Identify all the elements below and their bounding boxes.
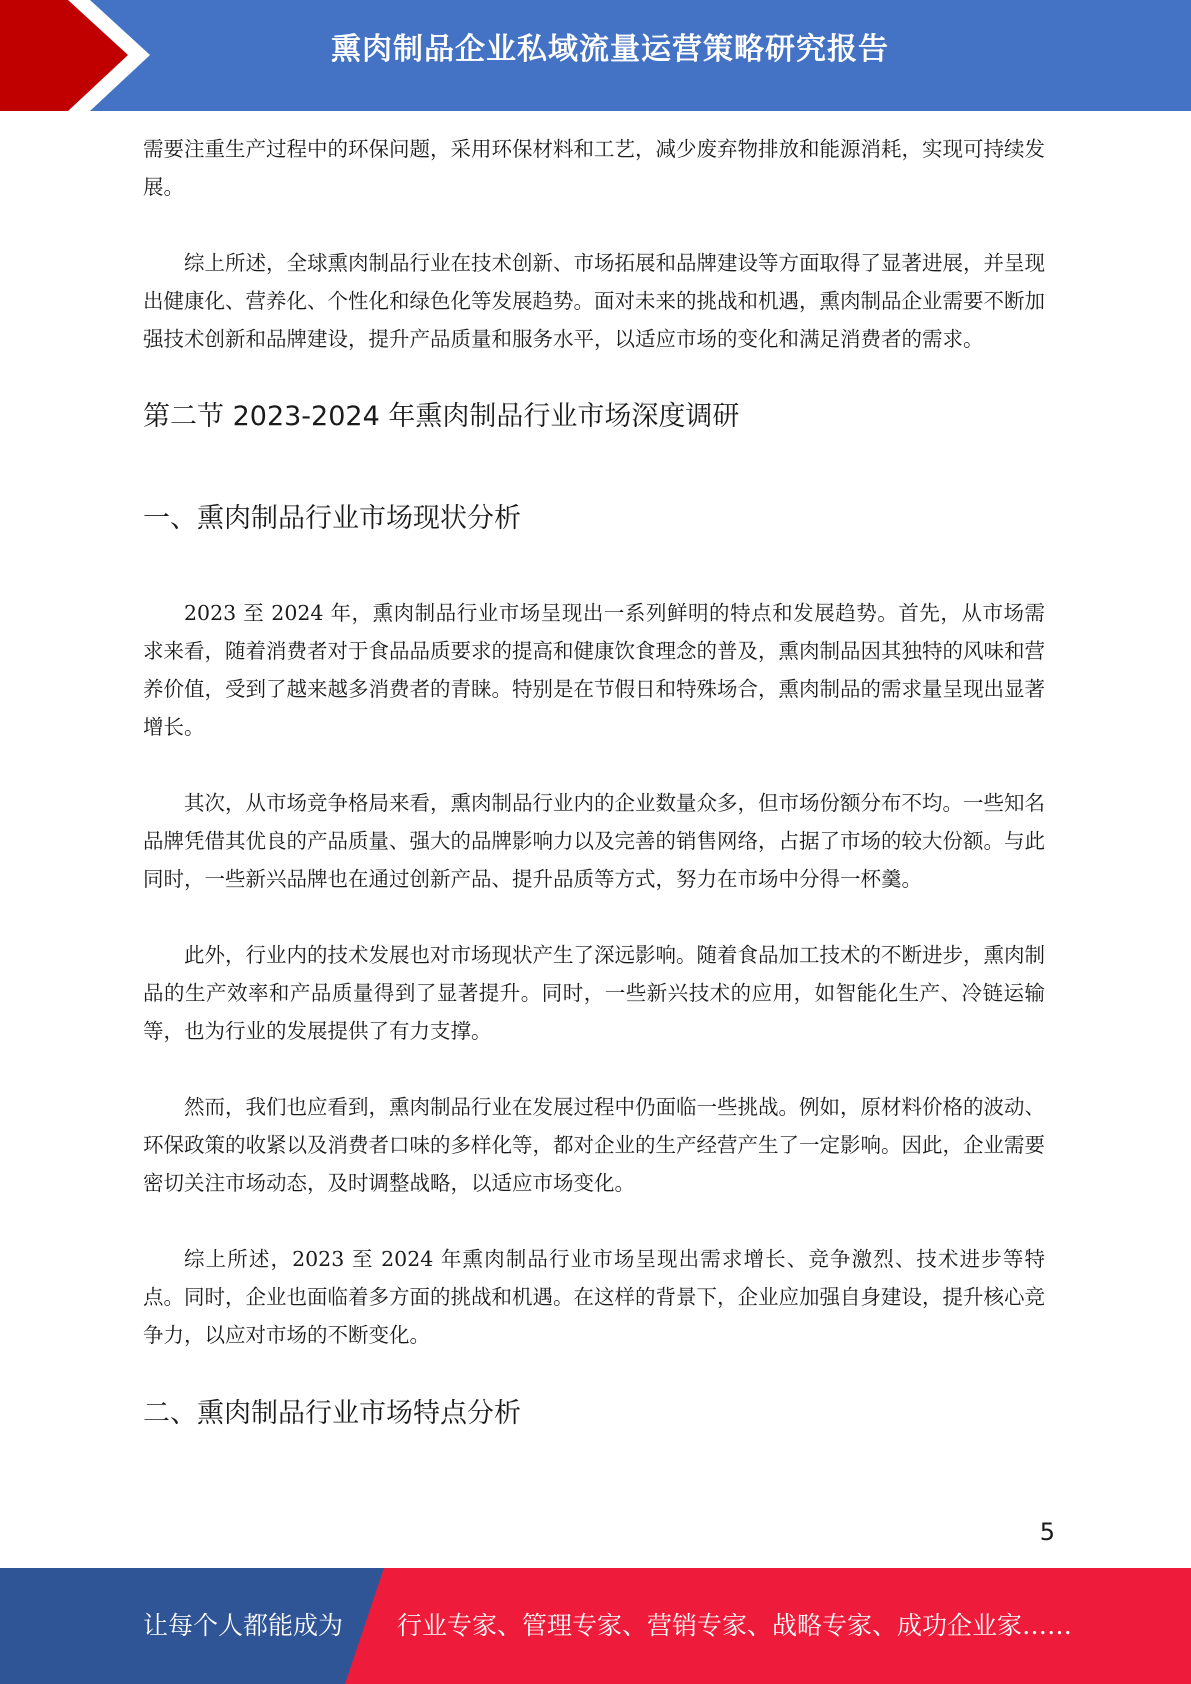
header-title: 熏肉制品企业私域流量运营策略研究报告 [331, 32, 889, 67]
paragraph-technology: 此外，行业内的技术发展也对市场现状产生了深远影响。随着食品加工技术的不断进步，熏肉制品的生产效率和产品质量得到了显著提升。同时，一些新兴技术的应用，如智能化生产、冷链运输等，也为行业的发展提供了有力支撑。 [143, 943, 1045, 1043]
paragraph-summary: 综上所述，全球熏肉制品行业在技术创新、市场拓展和品牌建设等方面取得了显著进展，并呈现出健康化、营养化、个性化和绿色化等发展趋势。面对未来的挑战和机遇，熏肉制品企业需要不断加强技术创新和品牌建设，提升产品质量和服务水平，以适应市场的变化和满足消费者的需求。 [143, 251, 1045, 351]
document-body [143, 130, 1045, 1434]
subsection-heading-2: 二、熏肉制品行业市场特点分析 [143, 1398, 521, 1429]
page-footer [0, 1568, 1191, 1684]
footer-slogan-right: 行业专家、管理专家、营销专家、战略专家、成功企业家…… [397, 1611, 1073, 1640]
paragraph-market-demand: 2023 至 2024 年，熏肉制品行业市场呈现出一系列鲜明的特点和发展趋势。首先，从市场需求来看，随着消费者对于食品品质要求的提高和健康饮食理念的普及，熏肉制品因其独特的风味和营养价值，受到了越来越多消费者的青睐。特别是在节假日和特殊场合，熏肉制品的需求量呈现出显著增长。 [143, 601, 1045, 739]
paragraph-challenges: 然而，我们也应看到，熏肉制品行业在发展过程中仍面临一些挑战。例如，原材料价格的波动、环保政策的收紧以及消费者口味的多样化等，都对企业的生产经营产生了一定影响。因此，企业需要密切关注市场动态，及时调整战略，以适应市场变化。 [143, 1095, 1045, 1195]
page-number: 5 [1039, 1518, 1055, 1546]
paragraph-continued: 需要注重生产过程中的环保问题，采用环保材料和工艺，减少废弃物排放和能源消耗，实现可持续发展。 [143, 137, 1045, 199]
paragraph-competition: 其次，从市场竞争格局来看，熏肉制品行业内的企业数量众多，但市场份额分布不均。一些知名品牌凭借其优良的产品质量、强大的品牌影响力以及完善的销售网络，占据了市场的较大份额。与此同时，一些新兴品牌也在通过创新产品、提升品质等方式，努力在市场中分得一杯羹。 [143, 791, 1045, 891]
header-arrow-decoration [0, 0, 160, 111]
subsection-heading-1: 一、熏肉制品行业市场现状分析 [143, 503, 521, 534]
footer-slogan-left: 让每个人都能成为 [143, 1611, 344, 1640]
page-header [0, 0, 1191, 111]
section-heading: 第二节 2023-2024 年熏肉制品行业市场深度调研 [143, 401, 740, 432]
paragraph-conclusion: 综上所述，2023 至 2024 年熏肉制品行业市场呈现出需求增长、竞争激烈、技术进步等特点。同时，企业也面临着多方面的挑战和机遇。在这样的背景下，企业应加强自身建设，提升核心竞争力，以应对市场的不断变化。 [143, 1247, 1045, 1347]
